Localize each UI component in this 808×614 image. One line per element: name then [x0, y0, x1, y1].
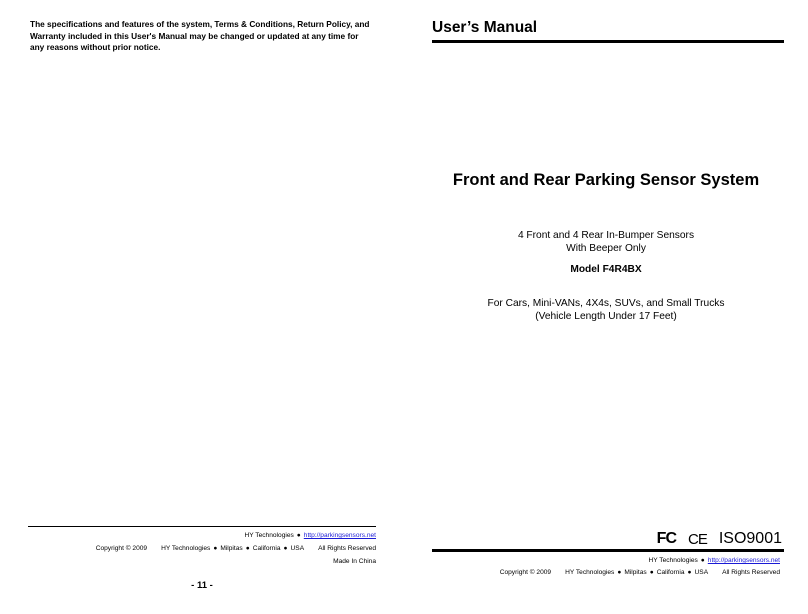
model-number: Model F4R4BX	[570, 264, 642, 275]
page-number: - 11 -	[191, 580, 213, 591]
state: California	[252, 545, 281, 552]
footer-copyright-line	[500, 569, 780, 576]
iso-mark: ISO9001	[718, 530, 782, 547]
sensor-description: 4 Front and 4 Rear In-Bumper Sensors	[517, 230, 695, 241]
bullet: ●	[245, 545, 250, 552]
fcc-mark-icon: FC	[656, 530, 676, 547]
header-divider	[432, 40, 784, 43]
footer-company-line	[649, 557, 780, 564]
country: USA	[290, 545, 305, 552]
disclaimer-text: The specifications and features of the system, Terms & Conditions, Return Policy, and Warranty included in this User's Manual may be changed or updated at any time for any reasons without prior notice.	[30, 19, 370, 52]
country: USA	[694, 569, 709, 576]
bullet: ●	[296, 532, 301, 539]
footer-copyright-line	[96, 545, 376, 552]
bullet: ●	[700, 557, 705, 564]
copyright-text: Copyright © 2009	[499, 569, 552, 576]
city: Milpitas	[624, 569, 647, 576]
bullet: ●	[649, 569, 654, 576]
footer-company: HY Technologies	[648, 557, 698, 564]
footer-divider	[28, 526, 376, 527]
footer-divider	[432, 549, 784, 552]
manual-header-title: User’s Manual	[432, 19, 538, 36]
city: Milpitas	[220, 545, 243, 552]
bullet: ●	[687, 569, 692, 576]
product-title: Front and Rear Parking Sensor System	[452, 171, 760, 189]
ce-mark-icon: CE	[688, 530, 707, 548]
bullet: ●	[283, 545, 288, 552]
certification-marks	[657, 530, 782, 548]
website-link[interactable]: http://parkingsensors.net	[303, 532, 376, 539]
vehicle-types: For Cars, Mini-VANs, 4X4s, SUVs, and Small Trucks	[487, 298, 725, 309]
company-name: HY Technologies	[161, 545, 211, 552]
state: California	[656, 569, 685, 576]
beeper-description: With Beeper Only	[566, 243, 646, 254]
bullet: ●	[213, 545, 218, 552]
footer-company-line	[245, 532, 376, 539]
rights-text: All Rights Reserved	[318, 545, 376, 552]
company-name: HY Technologies	[565, 569, 615, 576]
rights-text: All Rights Reserved	[722, 569, 780, 576]
vehicle-length-note: (Vehicle Length Under 17 Feet)	[535, 311, 677, 322]
right-page	[404, 0, 808, 614]
copyright-text: Copyright © 2009	[95, 545, 148, 552]
website-link[interactable]: http://parkingsensors.net	[707, 557, 780, 564]
footer-company: HY Technologies	[244, 532, 294, 539]
bullet: ●	[617, 569, 622, 576]
made-in-text: Made In China	[333, 558, 376, 565]
